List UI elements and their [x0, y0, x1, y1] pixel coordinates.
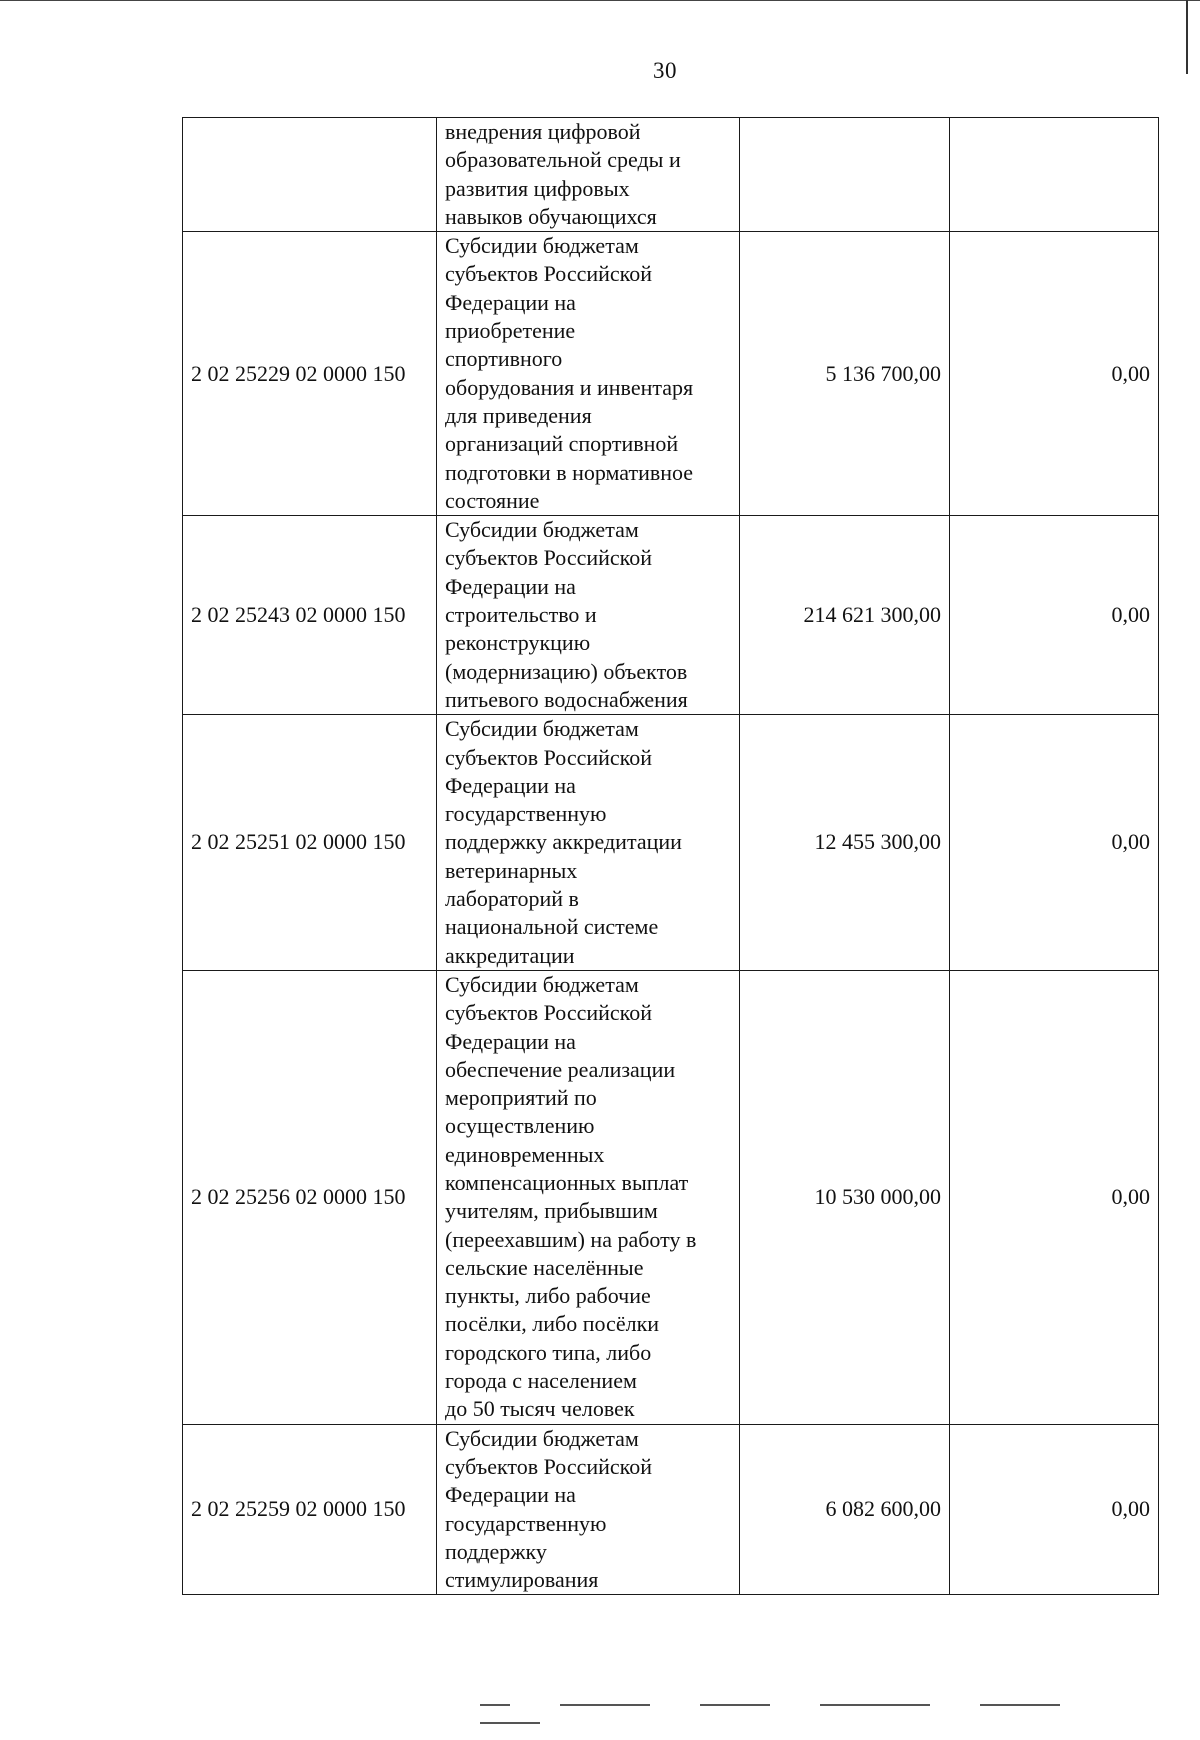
description-line: пункты, либо рабочие	[445, 1283, 651, 1309]
amount-cell: 5 136 700,00	[740, 232, 950, 516]
amount-secondary-cell: 0,00	[950, 516, 1159, 715]
description-line: Субсидии бюджетам	[445, 1425, 639, 1451]
description-line: Субсидии бюджетам	[445, 233, 639, 259]
description-line: государственную	[445, 1510, 607, 1536]
description-line: посёлки, либо посёлки	[445, 1311, 660, 1337]
description-line: внедрения цифровой	[445, 119, 641, 144]
budget-code-cell: 2 02 25256 02 0000 150	[183, 970, 437, 1424]
description-line: единовременных	[445, 1141, 605, 1167]
description-line: сельские населённые	[445, 1254, 644, 1280]
description-line: (переехавшим) на работу в	[445, 1226, 697, 1252]
budget-table-body	[183, 118, 1159, 1595]
table-row	[183, 970, 1159, 1424]
description-line: состояние	[445, 487, 540, 513]
description-line: Субсидии бюджетам	[445, 716, 639, 742]
description-line: Федерации на	[445, 1028, 576, 1054]
description-line: поддержку	[445, 1538, 547, 1564]
table-row	[183, 516, 1159, 715]
description-line: обеспечение реализации	[445, 1056, 676, 1082]
budget-code-cell: 2 02 25251 02 0000 150	[183, 715, 437, 971]
table-row	[183, 1424, 1159, 1595]
amount-secondary-cell: 0,00	[950, 970, 1159, 1424]
description-cell	[437, 970, 740, 1424]
amount-cell: 10 530 000,00	[740, 970, 950, 1424]
amount-secondary-cell: 0,00	[950, 715, 1159, 971]
description-line: подготовки в нормативное	[445, 459, 694, 485]
description-line: оборудования и инвентаря	[445, 374, 694, 400]
description-line: компенсационных выплат	[445, 1169, 689, 1195]
budget-code-cell: 2 02 25243 02 0000 150	[183, 516, 437, 715]
description-line: субъектов Российской	[445, 744, 653, 770]
budget-code-cell: 2 02 25229 02 0000 150	[183, 232, 437, 516]
amount-secondary-cell: 0,00	[950, 1424, 1159, 1595]
amount-cell	[740, 118, 950, 232]
description-line: (модернизацию) объектов	[445, 658, 688, 684]
amount-cell: 214 621 300,00	[740, 516, 950, 715]
description-line: Субсидии бюджетам	[445, 971, 639, 997]
description-line: городского типа, либо	[445, 1339, 652, 1365]
description-line: образовательной среды и	[445, 147, 681, 173]
description-line: питьевого водоснабжения	[445, 686, 688, 712]
description-cell	[437, 232, 740, 516]
description-line: субъектов Российской	[445, 1453, 653, 1479]
budget-code-cell: 2 02 25259 02 0000 150	[183, 1424, 437, 1595]
description-line: поддержку аккредитации	[445, 829, 682, 855]
description-line: Федерации на	[445, 1482, 576, 1508]
description-line: Федерации на	[445, 289, 576, 315]
table-row	[183, 232, 1159, 516]
amount-secondary-cell	[950, 118, 1159, 232]
description-line: Федерации на	[445, 573, 576, 599]
description-line: Субсидии бюджетам	[445, 517, 639, 543]
description-line: города с населением	[445, 1368, 637, 1394]
description-line: организаций спортивной	[445, 431, 679, 457]
description-line: приобретение	[445, 318, 576, 344]
description-line: строительство и	[445, 602, 597, 628]
scan-top-edge	[0, 0, 1200, 1]
description-line: государственную	[445, 801, 607, 827]
table-row	[183, 118, 1159, 232]
description-line: субъектов Российской	[445, 261, 653, 287]
description-line: аккредитации	[445, 942, 575, 968]
description-line: Федерации на	[445, 772, 576, 798]
description-line: ветеринарных	[445, 857, 578, 883]
amount-secondary-cell: 0,00	[950, 232, 1159, 516]
budget-table	[182, 117, 1159, 1595]
description-cell	[437, 118, 740, 232]
budget-code-cell	[183, 118, 437, 232]
description-cell	[437, 516, 740, 715]
description-line: для приведения	[445, 402, 592, 428]
amount-cell: 12 455 300,00	[740, 715, 950, 971]
description-line: развития цифровых	[445, 175, 630, 201]
page-number: 30	[653, 58, 677, 83]
description-line: национальной системе	[445, 914, 659, 940]
description-line: субъектов Российской	[445, 1000, 653, 1026]
table-row	[183, 715, 1159, 971]
description-cell	[437, 715, 740, 971]
description-line: учителям, прибывшим	[445, 1198, 658, 1224]
description-line: реконструкцию	[445, 630, 591, 656]
description-line: субъектов Российской	[445, 545, 653, 571]
description-line: до 50 тысяч человек	[445, 1396, 635, 1422]
description-line: мероприятий по	[445, 1085, 597, 1111]
scan-bottom-marks	[480, 1704, 1180, 1708]
description-line: стимулирования	[445, 1567, 599, 1593]
description-line: спортивного	[445, 346, 563, 372]
description-line: навыков обучающихся	[445, 203, 657, 229]
description-line: осуществлению	[445, 1113, 595, 1139]
description-line: лабораторий в	[445, 886, 579, 912]
description-cell	[437, 1424, 740, 1595]
amount-cell: 6 082 600,00	[740, 1424, 950, 1595]
